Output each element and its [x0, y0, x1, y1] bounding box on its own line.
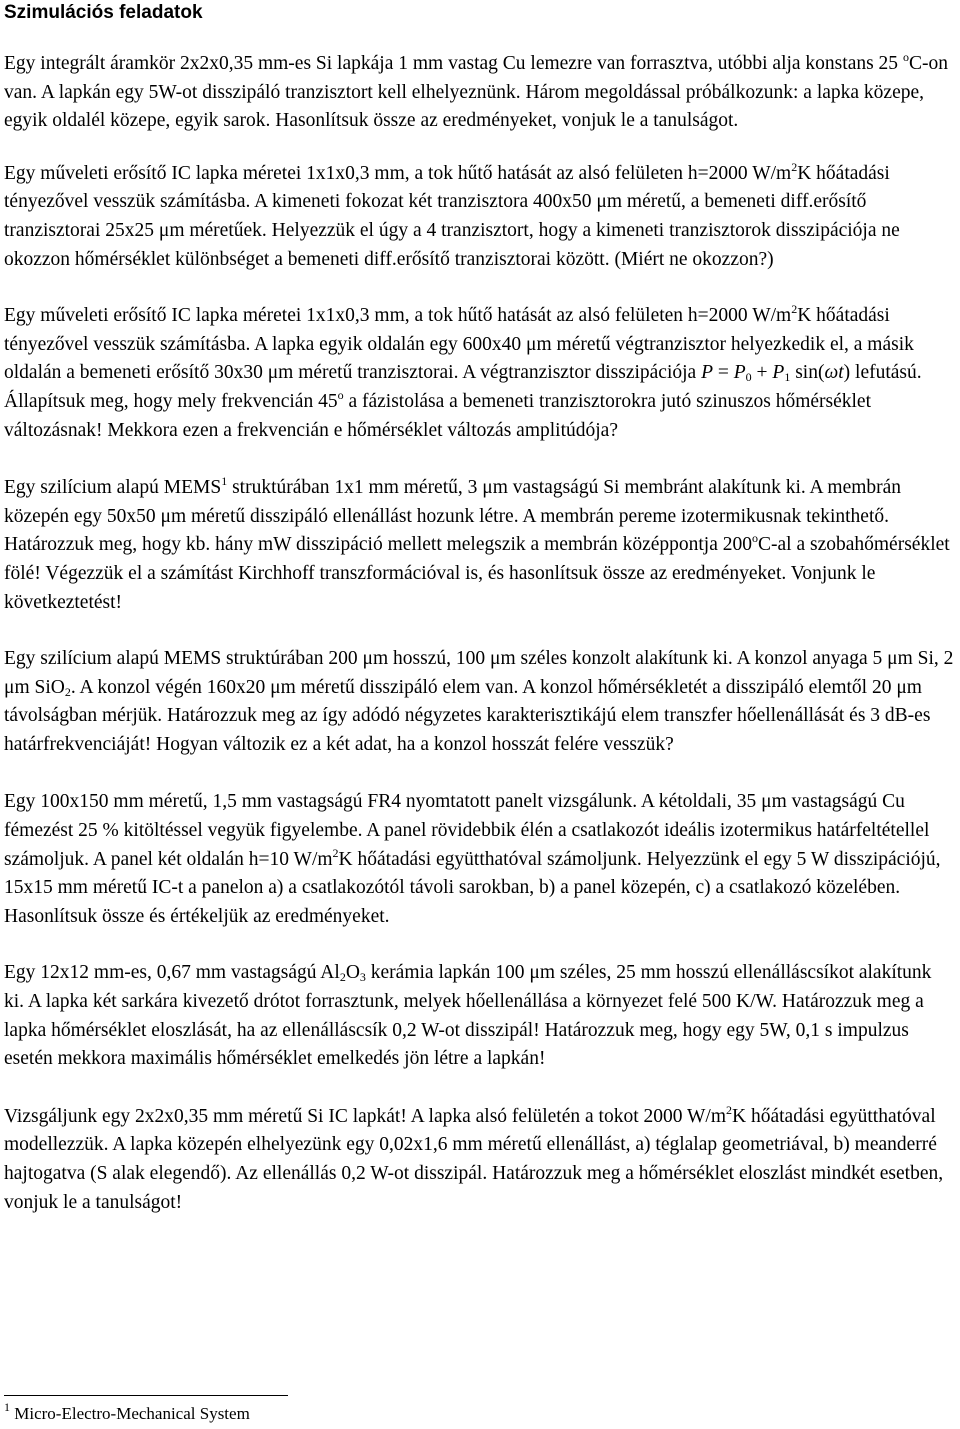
exponent: 2 [791, 159, 798, 174]
formula-sub1: 1 [784, 370, 791, 385]
p4-text-c: C-al a szobahőmérséklet fölé! Végezzük el a számítást Kirchhoff transzformációval is, és hasonlítsuk össze az eredményeket. Vonjunk le következtetést! [4, 534, 950, 613]
p7-text-c: kerámia lapkán 100 μm széles, 25 mm hosszú ellenálláscsíkot alakítunk ki. A lapka két sarkára kivezető drótot forrasztunk, melyek hőellenállása a környezet felé 500 K/W. Határozzuk meg a lapka hőmérséklet eloszlását, ha az ellenálláscsík 0,2 W-ot disszipál! Határozzuk meg, hogy egy 5W, 0,1 s impulzus esetén mekkora maximális hőmérséklet emelkedés jön létre a lapkán! [4, 962, 932, 1070]
footnote-separator [4, 1395, 288, 1396]
footnote-reference[interactable]: 1 [221, 474, 228, 489]
p6-text-b: K hőátadási együtthatóval számoljunk. Helyezzünk el egy 5 W disszipációjú, 15x15 mm méretű IC-t a panelon a) a csatlakozótól távoli sarokban, b) a panel közepén, c) a csatlakozó közelében. Hasonlítsuk össze és értékeljük az eredményeket. [4, 848, 941, 927]
formula-equals: = [713, 362, 734, 384]
degree-sign: o [337, 387, 344, 402]
formula-sin: sin( [790, 362, 825, 384]
paragraph-2 [4, 160, 956, 274]
p7-text-b: O [345, 962, 360, 984]
degree-sign: o [752, 531, 759, 546]
paragraph-8 [4, 1103, 956, 1217]
document-page [4, 0, 956, 1217]
subscript: 2 [339, 970, 346, 985]
formula-p1: P [772, 362, 785, 384]
paragraph-1 [4, 50, 956, 136]
formula-sub0: 0 [745, 370, 752, 385]
p3-text-b: K hőátadási tényezővel vesszük számításba. A lapka egyik oldalán egy 600x40 μm méretű végtranzisztor helyezkedik el, a másik oldalán a bemeneti erősítő 30x30 μm méretű tranzisztorai. A végtranzisztor disszipációja [4, 305, 914, 384]
p3-text-d: a fázistolása a bemeneti tranzisztorokra jutó szinuszos hőmérséklet változásnak! Mekkora ezen a frekvencián e hőmérséklet változás amplitúdója? [4, 390, 871, 441]
formula-omega: ω [824, 362, 839, 384]
paragraph-5 [4, 645, 956, 759]
paragraph-3 [4, 302, 956, 445]
p8-text-b: K hőátadási együtthatóval modellezzük. A lapka közepén elhelyezünk egy 0,02x1,6 mm méretű ellenállást, a) téglalap geometriával, b) meanderré hajtogatva (S alak elegendő). Az ellenállás 0,2 W-ot disszipál. Határozzuk meg a hőmérséklet eloszlást mindkét esetben, vonjuk le a tanulságot! [4, 1105, 944, 1213]
p5-text-a: Egy szilícium alapú MEMS struktúrában 200 μm hosszú, 100 μm széles konzolt alakítunk ki. A konzol anyaga 5 μm Si, 2 μm SiO [4, 648, 954, 698]
footnote-text: Micro-Electro-Mechanical System [10, 1404, 250, 1423]
p7-text-a: Egy 12x12 mm-es, 0,67 mm vastagságú Al [4, 962, 340, 984]
degree-sign: o [902, 50, 909, 64]
formula-lhs: P [701, 362, 713, 384]
exponent: 2 [726, 1102, 733, 1117]
p2-text-b: K hőátadási tényezővel vesszük számításba. A kimeneti fokozat két tranzisztora 400x50 μm méretű, a bemeneti diff.erősítő tranzisztorai 25x25 μm méretűek. Helyezzük el úgy a 4 tranzisztort, hogy a kimeneti tranzisztorok disszipációja ne okozzon hőmérséklet különbséget a bemeneti diff.erősítő tranzisztorai között. (Miért ne okozzon?) [4, 162, 900, 270]
exponent: 2 [791, 302, 798, 317]
formula-plus: + [751, 362, 773, 384]
footnote [4, 1400, 250, 1425]
p3-text-a: Egy műveleti erősítő IC lapka méretei 1x1x0,3 mm, a tok hűtő hatását az alsó felületen h=2000 W/m [4, 305, 792, 327]
subscript: 2 [64, 684, 71, 699]
paragraph-6 [4, 788, 956, 931]
p1-text-b: C-on van. A lapkán egy 5W-ot disszipáló tranzisztort kell elhelyeznünk. Három megoldással próbálkozunk: a lapka közepe, egyik oldalél közepe, egyik sarok. Hasonlítsuk össze az eredményeket, vonjuk le a tanulságot. [4, 53, 948, 132]
page-title: Szimulációs feladatok [4, 2, 203, 23]
exponent: 2 [332, 845, 339, 860]
p4-text-a: Egy szilícium alapú MEMS [4, 477, 222, 499]
formula-t: t [838, 362, 844, 384]
formula-p0: P [733, 362, 746, 384]
p3-text-c: lefutású. Állapítsuk meg, hogy mely frekvencián 45 [4, 362, 922, 412]
subscript: 3 [359, 970, 366, 985]
dissipation-formula [701, 362, 850, 383]
p2-text-a: Egy műveleti erősítő IC lapka méretei 1x1x0,3 mm, a tok hűtő hatását az alsó felületen h=2000 W/m [4, 162, 792, 184]
p8-text-a: Vizsgáljunk egy 2x2x0,35 mm méretű Si IC lapkát! A lapka alsó felületén a tokot 2000 W/m [4, 1105, 727, 1127]
p4-text-b: struktúrában 1x1 mm méretű, 3 μm vastagságú Si membránt alakítunk ki. A membrán közepén egy 50x50 μm méretű disszipáló ellenállást hozunk létre. A membrán pereme izotermikusnak tekinthető. Határozzuk meg, hogy kb. hány mW disszipáció mellett melegszik a membrán középpontja 200 [4, 477, 902, 556]
p6-text-a: Egy 100x150 mm méretű, 1,5 mm vastagságú FR4 nyomtatott panelt vizsgálunk. A kétoldali, 35 μm vastagságú Cu fémezést 25 % kitöltéssel vegyük figyelembe. A panel rövidebbik élén a csatlakozót ideális izotermikus határfeltétellel számoljuk. A panel két oldalán h=10 W/m [4, 791, 930, 870]
p1-text-a: Egy integrált áramkör 2x2x0,35 mm-es Si lapkája 1 mm vastag Cu lemezre van forrasztva, utóbbi alja konstans 25 [4, 53, 903, 74]
formula-close: ) [843, 362, 851, 384]
p5-text-b: . A konzol végén 160x20 μm méretű disszipáló elem van. A konzol hőmérsékletét a disszipáló elemtől 20 μm távolságban mérjük. Határozzuk meg az így adódó négyzetes karakterisztikájú elem transzfer hőellenállását és 3 dB-es határfrekvenciáját! Hogyan változik ez a két adat, ha a konzol hosszát felére vesszük? [4, 676, 931, 755]
footnote-mark: 1 [4, 1400, 10, 1414]
paragraph-4 [4, 474, 956, 617]
paragraph-7 [4, 959, 956, 1073]
